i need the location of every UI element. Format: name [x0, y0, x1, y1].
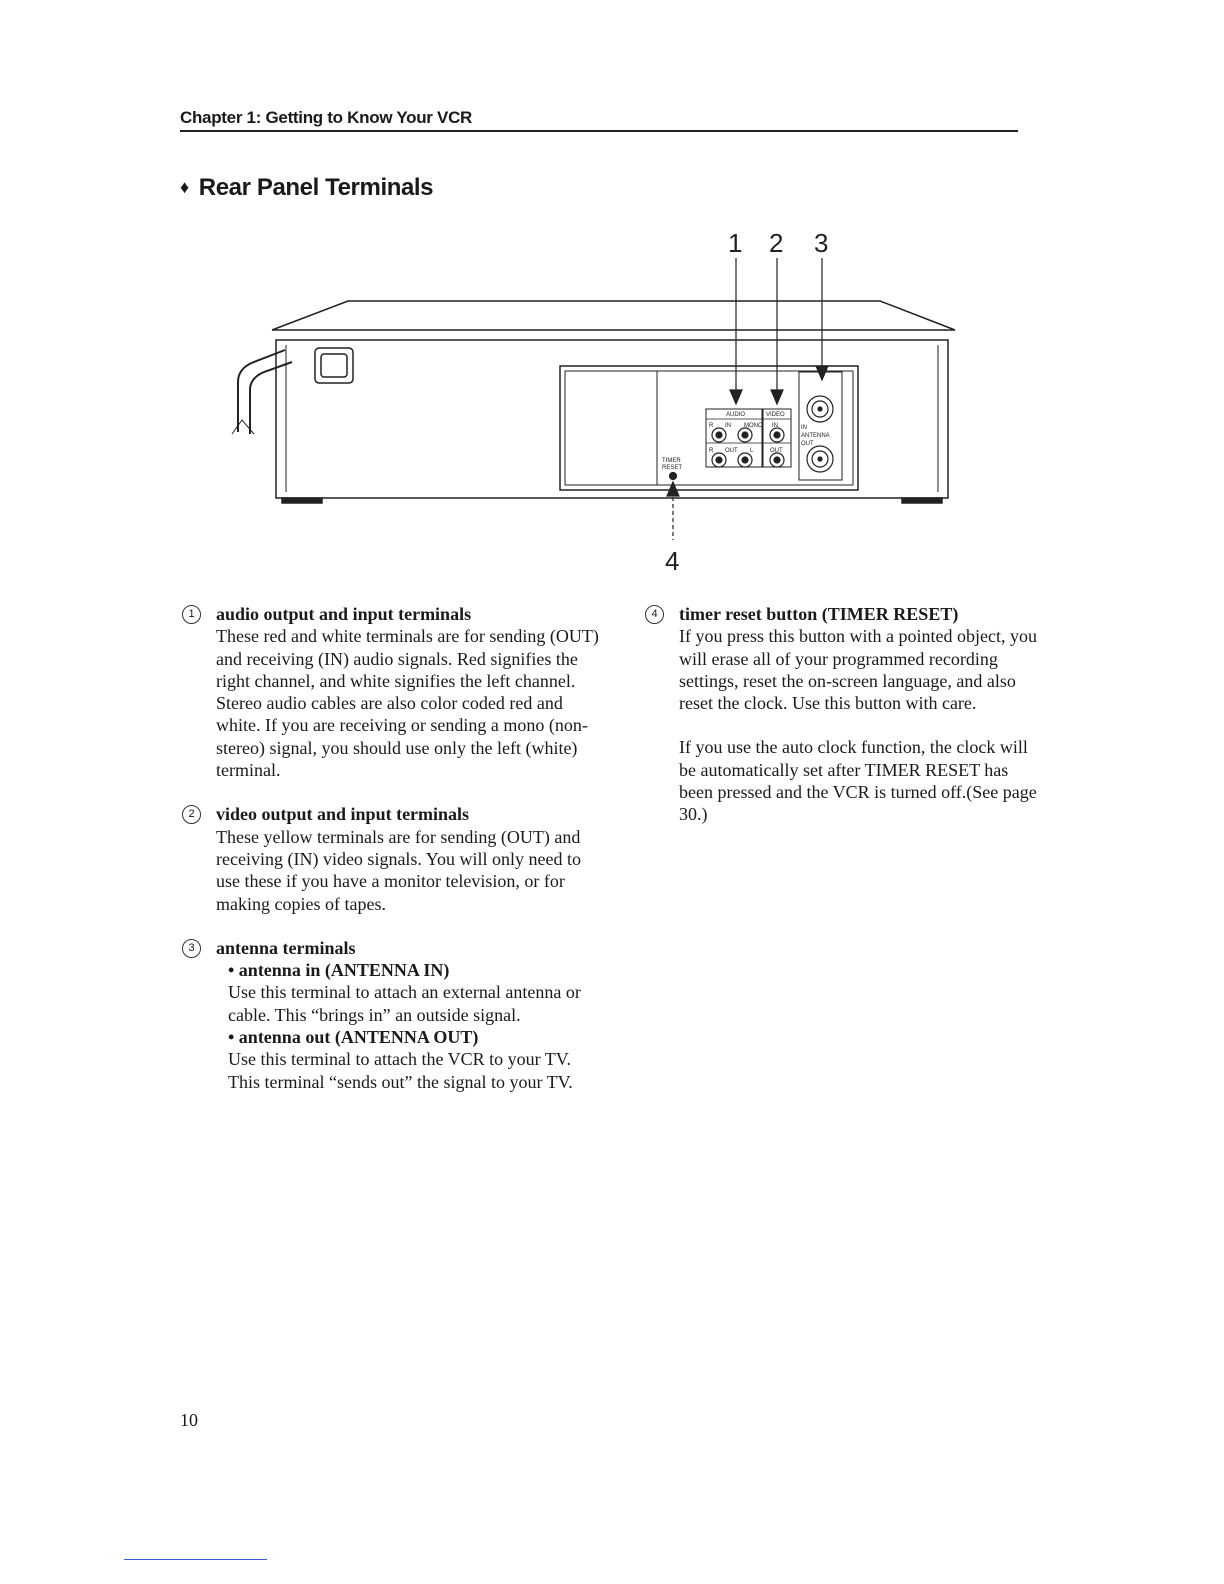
sub-item-title: • antenna in (ANTENNA IN) [228, 960, 450, 981]
callout-1: 1 [728, 228, 743, 258]
label-audio-in: IN [725, 423, 731, 429]
label-reset: RESET [662, 465, 683, 471]
callout-3: 3 [814, 228, 829, 258]
footer-rule [124, 1559, 267, 1560]
item-number-badge: 3 [182, 939, 201, 958]
label-antenna: ANTENNA [801, 433, 830, 439]
item-title: audio output and input terminals [216, 604, 472, 624]
label-video: VIDEO [766, 412, 785, 418]
sub-item-body: Use this terminal to attach the VCR to your TV. This terminal “sends out” the signal to your TV. [228, 1049, 573, 1092]
diamond-bullet-icon: ♦ [180, 177, 189, 197]
page-number: 10 [180, 1410, 198, 1430]
item-body-note: If you use the auto clock function, the clock will be automatically set after TIMER RESET has been pressed and the VCR is turned off.(See page 30.) [679, 737, 1037, 825]
item-title: video output and input terminals [216, 804, 470, 825]
callout-2: 2 [769, 228, 784, 258]
label-audio-l: L [750, 448, 754, 454]
label-video-in: IN [772, 423, 778, 429]
item-body: If you press this button with a pointed object, you will erase all of your programmed recording settings, reset the on-screen language, and also reset the clock. Use this button with care. [679, 626, 1037, 714]
section-title [180, 174, 433, 202]
sub-item-antenna-out [216, 1026, 602, 1093]
right-column [645, 603, 1045, 848]
item-number-badge: 2 [182, 805, 201, 824]
label-audio-r: R [709, 423, 714, 429]
vcr-rear-panel-diagram [220, 222, 980, 582]
item-title: antenna terminals [216, 937, 356, 958]
sub-item-body: Use this terminal to attach an external antenna or cable. This “brings in” an outside signal. [228, 982, 581, 1025]
label-mono: MONO [744, 423, 763, 429]
item-antenna-terminals [182, 937, 602, 1093]
label-timer: TIMER [662, 458, 681, 464]
item-video-terminals [182, 803, 602, 914]
item-number-badge: 1 [182, 605, 201, 624]
sub-item-title: • antenna out (ANTENNA OUT) [228, 1027, 479, 1048]
label-antenna-in: IN [801, 425, 807, 431]
label-audio-out: OUT [725, 448, 738, 454]
item-body: These yellow terminals are for sending (OUT) and receiving (IN) video signals. You will only need to use these if you have a monitor television, or for making copies of tapes. [216, 826, 581, 914]
chapter-title: Chapter 1: Getting to Know Your VCR [180, 108, 473, 127]
label-video-out: OUT [770, 448, 783, 454]
callout-4: 4 [665, 546, 680, 576]
left-column [182, 603, 602, 1115]
sub-item-antenna-in [216, 959, 602, 1026]
label-antenna-out: OUT [801, 441, 814, 447]
item-number-badge: 4 [645, 605, 664, 624]
label-audio: AUDIO [726, 412, 746, 418]
item-audio-terminals [182, 603, 602, 781]
chapter-header [180, 108, 1018, 132]
section-title-text: Rear Panel Terminals [198, 174, 434, 201]
label-audio-r-out: R [709, 448, 714, 454]
item-title: timer reset button (TIMER RESET) [679, 604, 959, 624]
item-timer-reset [645, 603, 1045, 826]
item-body: These red and white terminals are for sending (OUT) and receiving (IN) audio signals. Red signifies the right channel, and white signifies the left channel. Stereo audio cables are also color coded red and white. If you are receiving or sending a mono (non-stereo) signal, you should use only the left (white) terminal. [216, 626, 599, 781]
